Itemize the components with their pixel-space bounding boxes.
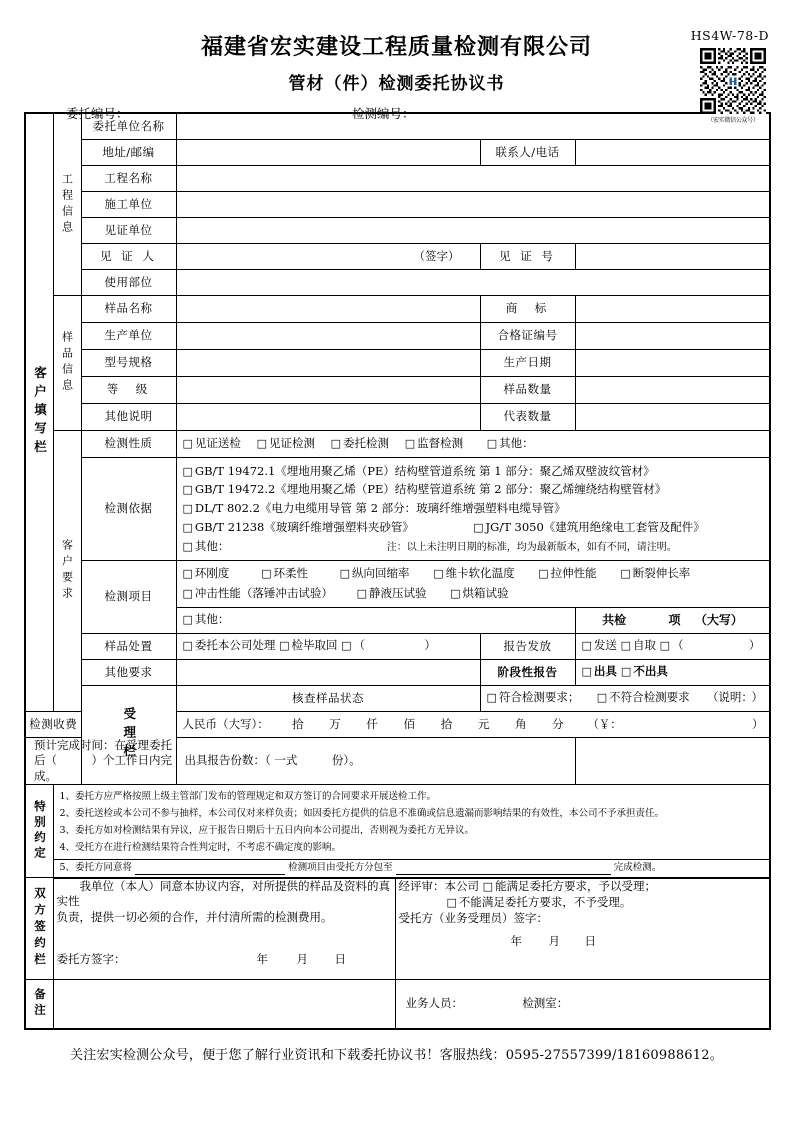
label-project-name: 工程名称 xyxy=(81,166,176,192)
lab-date-month: 月 xyxy=(548,934,560,949)
fee-amount-close: ） xyxy=(752,716,764,731)
qr-caption: （宏实微信公众号） xyxy=(707,117,759,124)
test-no-label: 检测编号： xyxy=(352,106,415,121)
field-test-items-other xyxy=(176,607,575,633)
total-unit: 项 xyxy=(668,613,681,628)
side-label-signature-column: 双方签约栏 xyxy=(25,878,53,980)
label-use-position: 使用部位 xyxy=(81,270,176,296)
table-row xyxy=(25,979,770,1029)
checkbox-ring-flexibility[interactable]: □ 环柔性 xyxy=(261,566,308,580)
checkbox-longitudinal-shrinkage[interactable]: □ 纵向回缩率 xyxy=(340,566,410,580)
field-remarks-staff xyxy=(395,979,770,1029)
label-sample-name: 样品名称 xyxy=(81,296,176,323)
label-trademark: 商 标 xyxy=(480,296,575,323)
label-grade: 等 级 xyxy=(81,377,176,404)
lab-date-year: 年 xyxy=(510,934,522,949)
checkbox-test-items-other[interactable]: □ 其他： xyxy=(183,612,230,626)
checkbox-report-other[interactable]: □ （ xyxy=(660,638,684,652)
basis-item-2[interactable]: □ GB/T 19472.2《埋地用聚乙烯（PE）结构壁管道系统 第 2 部分：聚乙烯缠绕结构壁管材》 xyxy=(179,481,768,500)
fee-unit-0: 拾 xyxy=(292,716,304,731)
label-certificate-no: 合格证编号 xyxy=(480,323,575,350)
fee-unit-3: 佰 xyxy=(403,716,416,731)
label-witness-person: 见 证 人 xyxy=(81,244,176,270)
side-label-customer-fill: 客户填写栏 xyxy=(25,113,53,711)
label-address-postcode: 地址/邮编 xyxy=(81,140,176,166)
test-items-row-1 xyxy=(179,564,768,584)
client-agreement-text-2: 负责，提供一切必须的合作，并付清所需的检测费用。 xyxy=(56,909,333,924)
label-report-issue: 报告发放 xyxy=(480,633,575,659)
checkbox-stage-not-issue[interactable]: □ 不出具 xyxy=(621,664,668,678)
side-label-remarks: 备注 xyxy=(25,979,53,1029)
field-special-terms xyxy=(53,785,770,860)
client-date-year: 年 xyxy=(256,951,268,966)
table-row xyxy=(25,458,770,561)
field-grade[interactable] xyxy=(176,377,480,404)
field-test-basis xyxy=(176,458,770,561)
field-test-items xyxy=(176,561,770,608)
table-row xyxy=(25,859,770,878)
checkbox-basis-other[interactable]: □ 其他： xyxy=(183,539,230,553)
fee-unit-2: 仟 xyxy=(366,716,378,731)
review-label: 经评审：本公司 xyxy=(398,878,479,893)
checkbox-impact-property[interactable]: □ 冲击性能（落锤冲击试验） xyxy=(183,586,333,600)
checkbox-witness-delivery[interactable]: □ 见证送检 xyxy=(183,436,241,450)
field-test-fee[interactable] xyxy=(176,711,770,737)
table-row xyxy=(25,218,770,244)
label-test-nature: 检测性质 xyxy=(81,431,176,458)
total-label: 共检 xyxy=(602,613,627,628)
checkbox-basis-jgt3050[interactable]: □ JG/T 3050《建筑用绝缘电工套管及配件》 xyxy=(473,520,705,534)
label-construction-unit: 施工单位 xyxy=(81,192,176,218)
group-label-sample-info: 样品信息 xyxy=(53,296,81,431)
table-row xyxy=(25,350,770,377)
number-row xyxy=(0,102,793,128)
table-row xyxy=(25,685,770,711)
fee-unit-6: 角 xyxy=(515,716,527,731)
table-row xyxy=(25,785,770,860)
label-stage-report: 阶段性报告 xyxy=(480,659,575,685)
label-sample-disposal: 样品处置 xyxy=(81,633,176,659)
page-header xyxy=(0,0,793,124)
field-check-sample-status xyxy=(480,685,770,711)
table-row xyxy=(25,377,770,404)
table-row xyxy=(25,561,770,608)
table-row xyxy=(25,404,770,431)
check-note-close: ） xyxy=(751,690,763,705)
table-row xyxy=(25,166,770,192)
label-witness-no: 见 证 号 xyxy=(480,244,575,270)
label-production-date: 生产日期 xyxy=(480,350,575,377)
table-row xyxy=(25,192,770,218)
table-row xyxy=(25,140,770,166)
lab-date-day: 日 xyxy=(584,934,596,949)
fee-unit-4: 拾 xyxy=(440,716,453,731)
field-production-date[interactable] xyxy=(575,350,770,377)
field-expected-finish-time[interactable]: 预计完成时间：在受理委托后（ ）个工作日内完成。 xyxy=(25,737,176,785)
commission-no-label: 委托编号： xyxy=(66,106,129,121)
field-subcontract-clause[interactable] xyxy=(53,859,770,878)
checkbox-basis-gbt21238[interactable]: □ GB/T 21238《玻璃纤维增强塑料夹砂管》 xyxy=(183,520,414,534)
field-construction-unit[interactable] xyxy=(176,192,770,218)
field-model-spec[interactable] xyxy=(176,350,480,377)
label-sample-quantity: 样品数量 xyxy=(480,377,575,404)
table-row xyxy=(25,431,770,458)
field-report-issue xyxy=(575,633,770,659)
review-row-2 xyxy=(399,895,767,911)
field-other-requirement[interactable] xyxy=(176,659,480,685)
field-other-description[interactable] xyxy=(176,404,480,431)
fee-text: 人民币（大写）： xyxy=(182,716,269,731)
label-witness-unit: 见证单位 xyxy=(81,218,176,244)
client-signature-label: 委托方签字： xyxy=(56,951,126,966)
fee-unit-5: 元 xyxy=(477,716,490,731)
fee-amount-open: （￥： xyxy=(587,716,622,731)
checkbox-report-send[interactable]: □ 发送 xyxy=(582,638,617,652)
basis-item-4 xyxy=(179,519,768,538)
company-name: 福建省宏实建设工程质量检测有限公司 xyxy=(200,34,592,60)
review-row-1 xyxy=(399,879,767,895)
checkbox-vicat-softening[interactable]: □ 维卡软化温度 xyxy=(433,566,514,580)
checkbox-not-meets-requirement[interactable]: □ 不符合检测要求 xyxy=(597,690,690,704)
field-test-nature xyxy=(176,431,770,458)
client-date-month: 月 xyxy=(296,951,308,966)
special-term-1: 1、委托方应严格按照上级主管部门发布的管理规定和双方签订的合同要求开展送检工作。 xyxy=(59,790,437,802)
basis-item-1[interactable]: □ GB/T 19472.1《埋地用聚乙烯（PE）结构壁管道系统 第 1 部分：聚乙烯双壁波纹管材》 xyxy=(179,462,768,481)
checkbox-disposal-other[interactable]: □ （ xyxy=(341,638,365,652)
client-agreement-text-1: 我单位（本人）同意本协议内容，对所提供的样品及资料的真实性 xyxy=(56,878,390,909)
label-test-basis: 检测依据 xyxy=(81,458,176,561)
table-row xyxy=(25,878,770,980)
disposal-other-close: ） xyxy=(424,638,436,653)
footer-text: 关注宏实检测公众号，便于您了解行业资讯和下载委托协议书！客服热线：0595-27557399/18160988612。 xyxy=(70,1047,723,1063)
checkbox-tensile-property[interactable]: □ 拉伸性能 xyxy=(538,566,596,580)
client-date-day: 日 xyxy=(334,951,346,966)
field-project-name[interactable] xyxy=(176,166,770,192)
field-trademark[interactable] xyxy=(575,296,770,323)
field-stage-report xyxy=(575,659,770,685)
total-caps: （大写） xyxy=(694,613,743,628)
label-model-spec: 型号规格 xyxy=(81,350,176,377)
checkbox-commission-test[interactable]: □ 委托检测 xyxy=(331,436,389,450)
field-witness-no[interactable] xyxy=(575,244,770,270)
special-term-2: 2、委托送检或本公司不参与抽样，本公司仅对来样负责；如因委托方提供的信息不准确或信息遗漏而影响结果的有效性，本公司不予承担责任。 xyxy=(59,807,665,819)
staff-label[interactable]: 业务人员： xyxy=(405,996,463,1011)
basis-item-3[interactable]: □ DL/T 802.2《电力电缆用导管 第 2 部分：玻璃纤维增强塑料电缆导管》 xyxy=(179,500,768,519)
field-sample-disposal xyxy=(176,633,480,659)
checkbox-retrieve-after-test[interactable]: □ 检毕取回 xyxy=(279,638,337,652)
field-contact-phone[interactable] xyxy=(575,140,770,166)
checkbox-ring-stiffness[interactable]: □ 环刚度 xyxy=(183,566,230,580)
checkbox-supervision-test[interactable]: □ 监督检测 xyxy=(405,436,463,450)
basis-item-other xyxy=(179,537,768,556)
page-title: 管材（件）检测委托协议书 xyxy=(288,74,505,94)
form-code: HS4W-78-D xyxy=(690,28,769,43)
label-represent-quantity: 代表数量 xyxy=(480,404,575,431)
label-contact-phone: 联系人/电话 xyxy=(480,140,575,166)
group-label-customer-req: 客户要求 xyxy=(53,431,81,712)
subcontract-part-b: 检测项目由受托方分包至 xyxy=(288,861,393,873)
lab-signature-label: 受托方（业务受理员）签字： xyxy=(398,910,548,925)
label-other-requirement: 其他要求 xyxy=(81,659,176,685)
lab-label[interactable]: 检测室： xyxy=(522,996,569,1011)
side-label-special-terms: 特别约定 xyxy=(25,785,53,878)
table-row xyxy=(25,296,770,323)
table-row xyxy=(25,244,770,270)
commission-form-table xyxy=(24,112,771,1030)
checkbox-oven-test[interactable]: □ 烘箱试验 xyxy=(450,586,508,600)
field-sample-name[interactable] xyxy=(176,296,480,323)
checkbox-dispose-by-company[interactable]: □ 委托本公司处理 xyxy=(183,638,276,652)
field-witness-unit[interactable] xyxy=(176,218,770,244)
field-use-position[interactable] xyxy=(176,270,770,296)
field-client-signature-block xyxy=(53,878,395,980)
field-lab-signature-block xyxy=(395,878,770,980)
subcontract-part-a: 5、委托方同意将 xyxy=(59,861,133,873)
fee-unit-1: 万 xyxy=(329,716,341,731)
checkbox-elongation-at-break[interactable]: □ 断裂伸长率 xyxy=(620,566,690,580)
label-other-description: 其他说明 xyxy=(81,404,176,431)
report-other-close: ） xyxy=(748,638,761,653)
checkbox-stage-issue[interactable]: □ 出具 xyxy=(582,664,617,678)
checkbox-can-meet-requirement[interactable]: □ 能满足委托方要求，予以受理； xyxy=(483,879,656,893)
field-report-copies[interactable]: 出具报告份数：（ 一式 份）。 xyxy=(176,737,575,785)
field-producer[interactable] xyxy=(176,323,480,350)
fee-unit-7: 分 xyxy=(552,716,564,731)
side-label-acceptance: 受理栏 xyxy=(81,685,176,785)
field-address-postcode[interactable] xyxy=(176,140,480,166)
check-note-open: （说明： xyxy=(706,690,753,705)
label-test-items: 检测项目 xyxy=(81,561,176,634)
subcontract-part-c: 完成检测。 xyxy=(613,861,662,873)
client-signature-row[interactable] xyxy=(57,952,392,968)
field-certificate-no[interactable] xyxy=(575,323,770,350)
table-row xyxy=(25,270,770,296)
test-items-row-2 xyxy=(179,584,768,604)
group-label-project-info: 工程信息 xyxy=(53,113,81,296)
field-remarks[interactable] xyxy=(53,979,395,1029)
label-check-sample-status: 核查样品状态 xyxy=(176,685,480,711)
field-represent-quantity[interactable] xyxy=(575,404,770,431)
special-term-3: 3、委托方如对检测结果有异议，应于报告日期后十五日内向本公司提出，否则视为委托方无异议。 xyxy=(59,824,475,836)
checkbox-report-pickup[interactable]: □ 自取 xyxy=(621,638,656,652)
checkbox-cannot-meet-requirement[interactable]: □ 不能满足委托方要求，不予受理。 xyxy=(447,895,632,909)
basis-note: 注：以上未注明日期的标准，均为最新版本，如有不同，请注明。 xyxy=(386,541,677,553)
checkbox-hydrostatic-test[interactable]: □ 静液压试验 xyxy=(357,586,427,600)
table-row xyxy=(25,659,770,685)
field-sample-quantity[interactable] xyxy=(575,377,770,404)
label-producer: 生产单位 xyxy=(81,323,176,350)
checkbox-witness-test[interactable]: □ 见证检测 xyxy=(257,436,315,450)
field-total-items-count[interactable] xyxy=(575,607,770,633)
special-term-4: 4、受托方在进行检测结果符合性判定时，不考虑不确定度的影响。 xyxy=(59,841,342,853)
field-witness-person-signature[interactable]: （签字） xyxy=(176,244,480,270)
label-test-fee: 检测收费 xyxy=(25,711,81,737)
checkbox-test-nature-other[interactable]: □ 其他： xyxy=(487,436,534,450)
label-commission-unit-name: 委托单位名称 xyxy=(81,113,176,140)
table-row xyxy=(25,737,770,785)
checkbox-meets-requirement[interactable]: □ 符合检测要求； xyxy=(487,690,580,704)
table-row xyxy=(25,633,770,659)
table-row xyxy=(25,323,770,350)
